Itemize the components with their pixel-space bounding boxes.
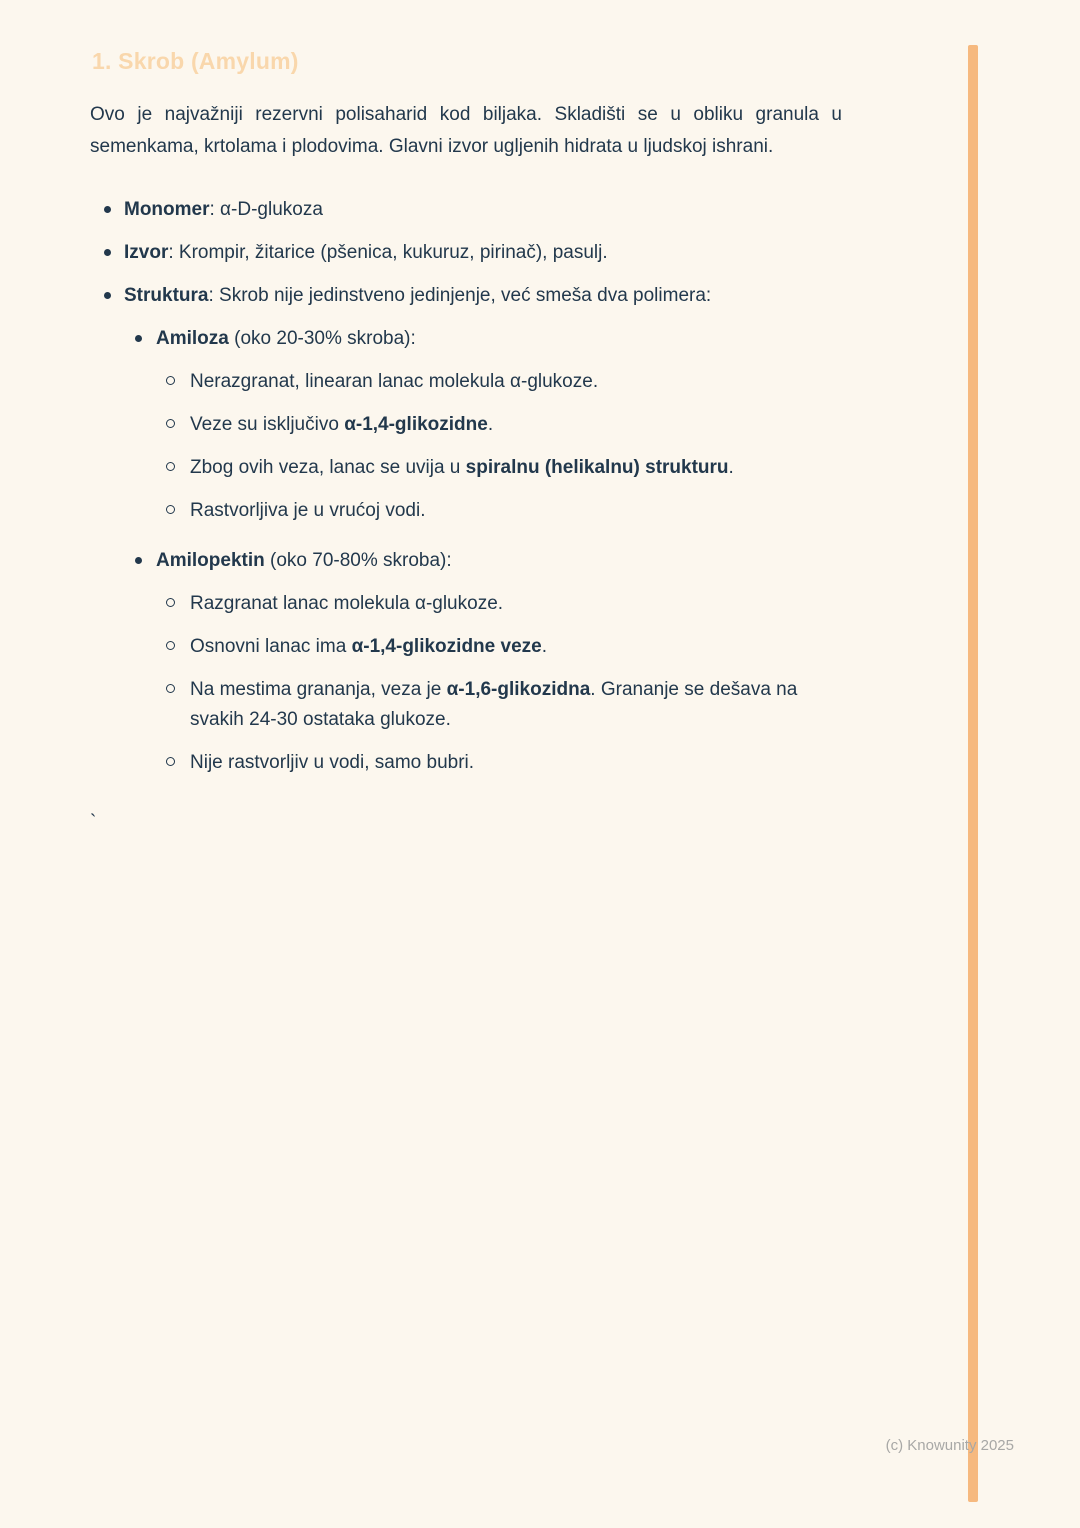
list-item-label: Monomer	[124, 199, 210, 220]
point-text: .	[541, 636, 547, 657]
list-item-text: : Skrob nije jedinstveno jedinjenje, već smeša dva polimera:	[208, 285, 712, 306]
stray-backtick: `	[90, 812, 97, 833]
list-item-text: : α-D-glukoza	[209, 199, 323, 220]
point-text: Nije rastvorljiv u vodi, samo bubri.	[190, 752, 475, 773]
list-item-amilopektin	[123, 546, 842, 576]
point-text: Rastvorljiva je u vrućoj vodi.	[190, 500, 426, 521]
list-item-label: Amilopektin	[156, 550, 265, 571]
point-text: .	[487, 414, 494, 435]
list-item-amilopektin-point	[156, 589, 842, 619]
point-text: Razgranat lanac molekula α-glukoze.	[190, 593, 504, 614]
point-bold: α-1,4-glikozidne	[344, 414, 488, 435]
list-item-label: Struktura	[124, 285, 209, 306]
list-item-amiloza-point	[156, 410, 842, 440]
intro-paragraph: Ovo je najvažniji rezervni polisaharid kod biljaka. Skladišti se u obliku granula u semenkama, krtolama i plodovima. Glavni izvor ugljenih hidrata u ljudskoj ishrani.	[90, 104, 842, 157]
point-text: Osnovni lanac ima	[190, 636, 352, 657]
list-item-amiloza-point	[156, 496, 842, 526]
list-item-amilopektin-point	[156, 748, 842, 778]
footer-credit: (c) Knowunity 2025	[885, 1437, 1014, 1454]
list-item-amilopektin-point	[156, 632, 842, 662]
list-item-amiloza-point	[156, 367, 842, 397]
point-text: Nerazgranat, linearan lanac molekula α-glukoze.	[190, 371, 599, 392]
point-text: Na mestima grananja, veza je	[190, 679, 447, 700]
point-bold: α-1,6-glikozidna	[446, 679, 591, 700]
list-item-text: (oko 20-30% skroba):	[228, 328, 416, 349]
list-item-text: : Krompir, žitarice (pšenica, kukuruz, pirinač), pasulj.	[168, 242, 608, 263]
list-item-amilopektin-point	[156, 675, 842, 735]
side-stripe-decoration	[968, 45, 978, 1502]
list-item-label: Amiloza	[156, 328, 229, 349]
point-bold: spiralnu (helikalnu) strukturu	[465, 457, 729, 478]
list-item-amiloza-point	[156, 453, 842, 483]
list-item-izvor	[90, 238, 842, 268]
point-text: .	[728, 457, 734, 478]
list-item-label: Izvor	[124, 242, 169, 263]
point-text: Zbog ovih veza, lanac se uvija u	[190, 457, 466, 478]
page-title: 1. Skrob (Amylum)	[92, 48, 299, 74]
point-text: Veze su isključivo	[190, 414, 345, 435]
list-item-monomer	[90, 195, 842, 225]
list-item-text: (oko 70-80% skroba):	[264, 550, 452, 571]
document-content	[0, 0, 842, 838]
list-item-amiloza	[123, 324, 842, 354]
list-item-struktura	[90, 281, 842, 311]
point-text: . Grananje se dešava na svakih 24-30 ostataka glukoze.	[190, 679, 798, 730]
point-bold: α-1,4-glikozidne veze	[351, 636, 542, 657]
